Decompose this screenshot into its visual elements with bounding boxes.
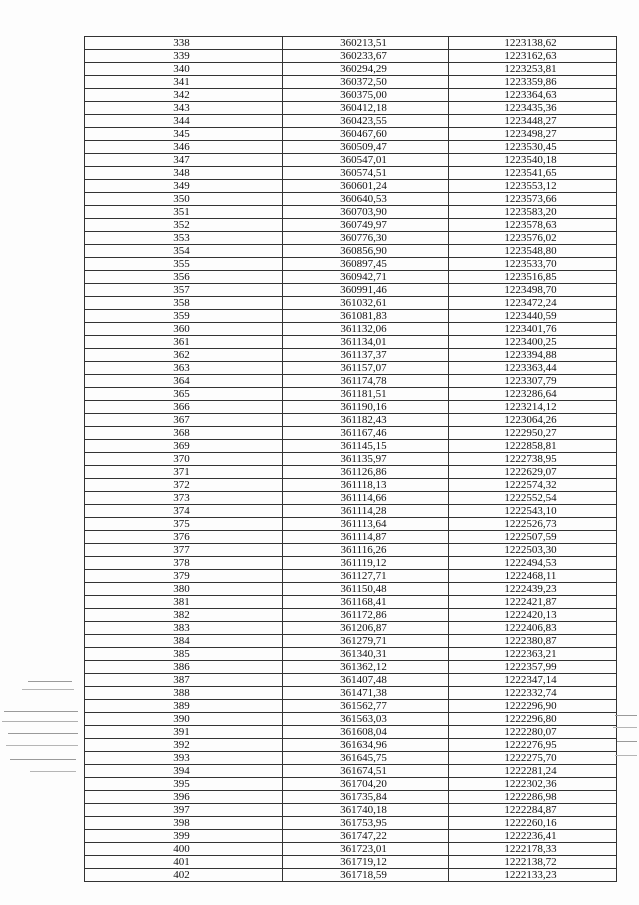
- point-number-cell: 369: [85, 440, 283, 453]
- y-coordinate-cell: 1222281,24: [449, 765, 617, 778]
- y-coordinate-cell: 1222296,80: [449, 713, 617, 726]
- table-row: [85, 752, 617, 765]
- table-row: [85, 388, 617, 401]
- table-row: [85, 817, 617, 830]
- point-number-cell: 400: [85, 843, 283, 856]
- point-number-cell: 392: [85, 739, 283, 752]
- x-coordinate-cell: 360233,67: [283, 50, 449, 63]
- point-number-cell: 373: [85, 492, 283, 505]
- point-number-cell: 387: [85, 674, 283, 687]
- point-number-cell: 344: [85, 115, 283, 128]
- y-coordinate-cell: 1222138,72: [449, 856, 617, 869]
- y-coordinate-cell: 1222133,23: [449, 869, 617, 882]
- point-number-cell: 351: [85, 206, 283, 219]
- x-coordinate-cell: 361137,37: [283, 349, 449, 362]
- y-coordinate-cell: 1222507,59: [449, 531, 617, 544]
- point-number-cell: 371: [85, 466, 283, 479]
- table-row: [85, 531, 617, 544]
- x-coordinate-cell: 361608,04: [283, 726, 449, 739]
- left-margin-scan-artifact: [0, 675, 84, 795]
- point-number-cell: 385: [85, 648, 283, 661]
- y-coordinate-cell: 1223583,20: [449, 206, 617, 219]
- x-coordinate-cell: 360294,29: [283, 63, 449, 76]
- x-coordinate-cell: 361740,18: [283, 804, 449, 817]
- y-coordinate-cell: 1223533,70: [449, 258, 617, 271]
- x-coordinate-cell: 361182,43: [283, 414, 449, 427]
- y-coordinate-cell: 1223401,76: [449, 323, 617, 336]
- coordinates-table: [84, 36, 617, 882]
- table-row: [85, 856, 617, 869]
- x-coordinate-cell: 360942,71: [283, 271, 449, 284]
- table-row: [85, 466, 617, 479]
- table-row: [85, 271, 617, 284]
- point-number-cell: 384: [85, 635, 283, 648]
- x-coordinate-cell: 361753,95: [283, 817, 449, 830]
- x-coordinate-cell: 361134,01: [283, 336, 449, 349]
- point-number-cell: 347: [85, 154, 283, 167]
- y-coordinate-cell: 1223214,12: [449, 401, 617, 414]
- table-row: [85, 739, 617, 752]
- point-number-cell: 345: [85, 128, 283, 141]
- table-row: [85, 375, 617, 388]
- x-coordinate-cell: 361032,61: [283, 297, 449, 310]
- point-number-cell: 346: [85, 141, 283, 154]
- y-coordinate-cell: 1222275,70: [449, 752, 617, 765]
- table-row: [85, 193, 617, 206]
- x-coordinate-cell: 360640,53: [283, 193, 449, 206]
- y-coordinate-cell: 1223498,70: [449, 284, 617, 297]
- point-number-cell: 372: [85, 479, 283, 492]
- table-row: [85, 557, 617, 570]
- point-number-cell: 375: [85, 518, 283, 531]
- table-row: [85, 232, 617, 245]
- table-row: [85, 570, 617, 583]
- y-coordinate-cell: 1223253,81: [449, 63, 617, 76]
- y-coordinate-cell: 1222950,27: [449, 427, 617, 440]
- table-row: [85, 362, 617, 375]
- point-number-cell: 349: [85, 180, 283, 193]
- table-row: [85, 310, 617, 323]
- table-row: [85, 102, 617, 115]
- point-number-cell: 357: [85, 284, 283, 297]
- x-coordinate-cell: 361114,28: [283, 505, 449, 518]
- x-coordinate-cell: 361168,41: [283, 596, 449, 609]
- y-coordinate-cell: 1222543,10: [449, 505, 617, 518]
- y-coordinate-cell: 1223162,63: [449, 50, 617, 63]
- x-coordinate-cell: 361279,71: [283, 635, 449, 648]
- y-coordinate-cell: 1222494,53: [449, 557, 617, 570]
- x-coordinate-cell: 361126,86: [283, 466, 449, 479]
- x-coordinate-cell: 361181,51: [283, 388, 449, 401]
- y-coordinate-cell: 1223307,79: [449, 375, 617, 388]
- y-coordinate-cell: 1223541,65: [449, 167, 617, 180]
- x-coordinate-cell: 361634,96: [283, 739, 449, 752]
- table-row: [85, 63, 617, 76]
- y-coordinate-cell: 1222468,11: [449, 570, 617, 583]
- point-number-cell: 378: [85, 557, 283, 570]
- x-coordinate-cell: 360574,51: [283, 167, 449, 180]
- point-number-cell: 342: [85, 89, 283, 102]
- table-row: [85, 115, 617, 128]
- y-coordinate-cell: 1222260,16: [449, 817, 617, 830]
- x-coordinate-cell: 361645,75: [283, 752, 449, 765]
- x-coordinate-cell: 361081,83: [283, 310, 449, 323]
- x-coordinate-cell: 361114,87: [283, 531, 449, 544]
- y-coordinate-cell: 1222503,30: [449, 544, 617, 557]
- y-coordinate-cell: 1223498,27: [449, 128, 617, 141]
- point-number-cell: 393: [85, 752, 283, 765]
- point-number-cell: 380: [85, 583, 283, 596]
- table-row: [85, 609, 617, 622]
- y-coordinate-cell: 1223472,24: [449, 297, 617, 310]
- y-coordinate-cell: 1223578,63: [449, 219, 617, 232]
- y-coordinate-cell: 1222526,73: [449, 518, 617, 531]
- table-row: [85, 674, 617, 687]
- x-coordinate-cell: 361704,20: [283, 778, 449, 791]
- point-number-cell: 359: [85, 310, 283, 323]
- y-coordinate-cell: 1222276,95: [449, 739, 617, 752]
- table-row: [85, 414, 617, 427]
- x-coordinate-cell: 361132,06: [283, 323, 449, 336]
- point-number-cell: 394: [85, 765, 283, 778]
- x-coordinate-cell: 361563,03: [283, 713, 449, 726]
- x-coordinate-cell: 361157,07: [283, 362, 449, 375]
- point-number-cell: 361: [85, 336, 283, 349]
- point-number-cell: 401: [85, 856, 283, 869]
- y-coordinate-cell: 1223553,12: [449, 180, 617, 193]
- x-coordinate-cell: 361174,78: [283, 375, 449, 388]
- y-coordinate-cell: 1222574,32: [449, 479, 617, 492]
- table-row: [85, 336, 617, 349]
- table-row: [85, 778, 617, 791]
- point-number-cell: 362: [85, 349, 283, 362]
- point-number-cell: 354: [85, 245, 283, 258]
- y-coordinate-cell: 1223064,26: [449, 414, 617, 427]
- y-coordinate-cell: 1223363,44: [449, 362, 617, 375]
- x-coordinate-cell: 361114,66: [283, 492, 449, 505]
- point-number-cell: 339: [85, 50, 283, 63]
- y-coordinate-cell: 1222420,13: [449, 609, 617, 622]
- table-row: [85, 635, 617, 648]
- x-coordinate-cell: 361562,77: [283, 700, 449, 713]
- table-row: [85, 284, 617, 297]
- y-coordinate-cell: 1223435,36: [449, 102, 617, 115]
- point-number-cell: 338: [85, 37, 283, 50]
- y-coordinate-cell: 1223359,86: [449, 76, 617, 89]
- table-row: [85, 687, 617, 700]
- point-number-cell: 363: [85, 362, 283, 375]
- coordinates-table-body: [85, 37, 617, 882]
- y-coordinate-cell: 1223540,18: [449, 154, 617, 167]
- x-coordinate-cell: 360467,60: [283, 128, 449, 141]
- y-coordinate-cell: 1222421,87: [449, 596, 617, 609]
- point-number-cell: 399: [85, 830, 283, 843]
- x-coordinate-cell: 360372,50: [283, 76, 449, 89]
- y-coordinate-cell: 1223573,66: [449, 193, 617, 206]
- table-row: [85, 323, 617, 336]
- table-row: [85, 479, 617, 492]
- table-row: [85, 349, 617, 362]
- x-coordinate-cell: 360897,45: [283, 258, 449, 271]
- x-coordinate-cell: 361723,01: [283, 843, 449, 856]
- point-number-cell: 366: [85, 401, 283, 414]
- y-coordinate-cell: 1223286,64: [449, 388, 617, 401]
- x-coordinate-cell: 360423,55: [283, 115, 449, 128]
- table-row: [85, 297, 617, 310]
- y-coordinate-cell: 1223448,27: [449, 115, 617, 128]
- y-coordinate-cell: 1223516,85: [449, 271, 617, 284]
- x-coordinate-cell: 361471,38: [283, 687, 449, 700]
- point-number-cell: 365: [85, 388, 283, 401]
- point-number-cell: 367: [85, 414, 283, 427]
- x-coordinate-cell: 361718,59: [283, 869, 449, 882]
- x-coordinate-cell: 360547,01: [283, 154, 449, 167]
- point-number-cell: 395: [85, 778, 283, 791]
- table-row: [85, 440, 617, 453]
- x-coordinate-cell: 360375,00: [283, 89, 449, 102]
- table-row: [85, 726, 617, 739]
- x-coordinate-cell: 361190,16: [283, 401, 449, 414]
- y-coordinate-cell: 1222286,98: [449, 791, 617, 804]
- table-row: [85, 544, 617, 557]
- y-coordinate-cell: 1222332,74: [449, 687, 617, 700]
- right-margin-scan-artifact: [611, 675, 639, 785]
- x-coordinate-cell: 360509,47: [283, 141, 449, 154]
- table-row: [85, 89, 617, 102]
- table-row: [85, 141, 617, 154]
- table-row: [85, 791, 617, 804]
- table-row: [85, 167, 617, 180]
- x-coordinate-cell: 361150,48: [283, 583, 449, 596]
- x-coordinate-cell: 360601,24: [283, 180, 449, 193]
- table-row: [85, 583, 617, 596]
- x-coordinate-cell: 361674,51: [283, 765, 449, 778]
- table-row: [85, 843, 617, 856]
- y-coordinate-cell: 1223530,45: [449, 141, 617, 154]
- table-row: [85, 154, 617, 167]
- table-row: [85, 700, 617, 713]
- table-row: [85, 180, 617, 193]
- table-row: [85, 648, 617, 661]
- x-coordinate-cell: 361719,12: [283, 856, 449, 869]
- point-number-cell: 358: [85, 297, 283, 310]
- point-number-cell: 374: [85, 505, 283, 518]
- table-row: [85, 219, 617, 232]
- table-row: [85, 206, 617, 219]
- table-row: [85, 492, 617, 505]
- point-number-cell: 386: [85, 661, 283, 674]
- point-number-cell: 343: [85, 102, 283, 115]
- point-number-cell: 383: [85, 622, 283, 635]
- x-coordinate-cell: 361747,22: [283, 830, 449, 843]
- x-coordinate-cell: 361118,13: [283, 479, 449, 492]
- point-number-cell: 377: [85, 544, 283, 557]
- y-coordinate-cell: 1222284,87: [449, 804, 617, 817]
- y-coordinate-cell: 1222280,07: [449, 726, 617, 739]
- table-row: [85, 713, 617, 726]
- table-row: [85, 596, 617, 609]
- point-number-cell: 390: [85, 713, 283, 726]
- x-coordinate-cell: 361362,12: [283, 661, 449, 674]
- y-coordinate-cell: 1223548,80: [449, 245, 617, 258]
- y-coordinate-cell: 1222363,21: [449, 648, 617, 661]
- table-row: [85, 37, 617, 50]
- point-number-cell: 382: [85, 609, 283, 622]
- table-row: [85, 869, 617, 882]
- x-coordinate-cell: 360749,97: [283, 219, 449, 232]
- y-coordinate-cell: 1223576,02: [449, 232, 617, 245]
- point-number-cell: 391: [85, 726, 283, 739]
- y-coordinate-cell: 1222302,36: [449, 778, 617, 791]
- x-coordinate-cell: 361167,46: [283, 427, 449, 440]
- table-row: [85, 245, 617, 258]
- point-number-cell: 368: [85, 427, 283, 440]
- table-row: [85, 453, 617, 466]
- point-number-cell: 370: [85, 453, 283, 466]
- x-coordinate-cell: 361145,15: [283, 440, 449, 453]
- point-number-cell: 341: [85, 76, 283, 89]
- y-coordinate-cell: 1222347,14: [449, 674, 617, 687]
- x-coordinate-cell: 360213,51: [283, 37, 449, 50]
- point-number-cell: 355: [85, 258, 283, 271]
- table-row: [85, 804, 617, 817]
- table-row: [85, 427, 617, 440]
- x-coordinate-cell: 361113,64: [283, 518, 449, 531]
- y-coordinate-cell: 1222858,81: [449, 440, 617, 453]
- x-coordinate-cell: 360412,18: [283, 102, 449, 115]
- table-row: [85, 505, 617, 518]
- x-coordinate-cell: 360703,90: [283, 206, 449, 219]
- point-number-cell: 340: [85, 63, 283, 76]
- table-row: [85, 50, 617, 63]
- x-coordinate-cell: 361119,12: [283, 557, 449, 570]
- y-coordinate-cell: 1222380,87: [449, 635, 617, 648]
- point-number-cell: 352: [85, 219, 283, 232]
- table-row: [85, 765, 617, 778]
- y-coordinate-cell: 1222629,07: [449, 466, 617, 479]
- y-coordinate-cell: 1222178,33: [449, 843, 617, 856]
- table-row: [85, 76, 617, 89]
- point-number-cell: 350: [85, 193, 283, 206]
- x-coordinate-cell: 361735,84: [283, 791, 449, 804]
- point-number-cell: 396: [85, 791, 283, 804]
- y-coordinate-cell: 1222296,90: [449, 700, 617, 713]
- y-coordinate-cell: 1223364,63: [449, 89, 617, 102]
- y-coordinate-cell: 1222406,83: [449, 622, 617, 635]
- point-number-cell: 388: [85, 687, 283, 700]
- table-row: [85, 401, 617, 414]
- y-coordinate-cell: 1223138,62: [449, 37, 617, 50]
- point-number-cell: 389: [85, 700, 283, 713]
- table-row: [85, 518, 617, 531]
- x-coordinate-cell: 361407,48: [283, 674, 449, 687]
- table-row: [85, 830, 617, 843]
- y-coordinate-cell: 1222738,95: [449, 453, 617, 466]
- x-coordinate-cell: 360991,46: [283, 284, 449, 297]
- table-row: [85, 622, 617, 635]
- x-coordinate-cell: 361135,97: [283, 453, 449, 466]
- x-coordinate-cell: 360856,90: [283, 245, 449, 258]
- x-coordinate-cell: 361340,31: [283, 648, 449, 661]
- y-coordinate-cell: 1222236,41: [449, 830, 617, 843]
- point-number-cell: 397: [85, 804, 283, 817]
- y-coordinate-cell: 1222357,99: [449, 661, 617, 674]
- table-row: [85, 661, 617, 674]
- x-coordinate-cell: 361172,86: [283, 609, 449, 622]
- point-number-cell: 379: [85, 570, 283, 583]
- x-coordinate-cell: 361127,71: [283, 570, 449, 583]
- point-number-cell: 402: [85, 869, 283, 882]
- y-coordinate-cell: 1223394,88: [449, 349, 617, 362]
- point-number-cell: 381: [85, 596, 283, 609]
- table-row: [85, 128, 617, 141]
- y-coordinate-cell: 1222439,23: [449, 583, 617, 596]
- x-coordinate-cell: 361206,87: [283, 622, 449, 635]
- point-number-cell: 360: [85, 323, 283, 336]
- point-number-cell: 398: [85, 817, 283, 830]
- y-coordinate-cell: 1223440,59: [449, 310, 617, 323]
- point-number-cell: 376: [85, 531, 283, 544]
- x-coordinate-cell: 360776,30: [283, 232, 449, 245]
- point-number-cell: 348: [85, 167, 283, 180]
- table-row: [85, 258, 617, 271]
- point-number-cell: 364: [85, 375, 283, 388]
- x-coordinate-cell: 361116,26: [283, 544, 449, 557]
- point-number-cell: 356: [85, 271, 283, 284]
- point-number-cell: 353: [85, 232, 283, 245]
- y-coordinate-cell: 1223400,25: [449, 336, 617, 349]
- y-coordinate-cell: 1222552,54: [449, 492, 617, 505]
